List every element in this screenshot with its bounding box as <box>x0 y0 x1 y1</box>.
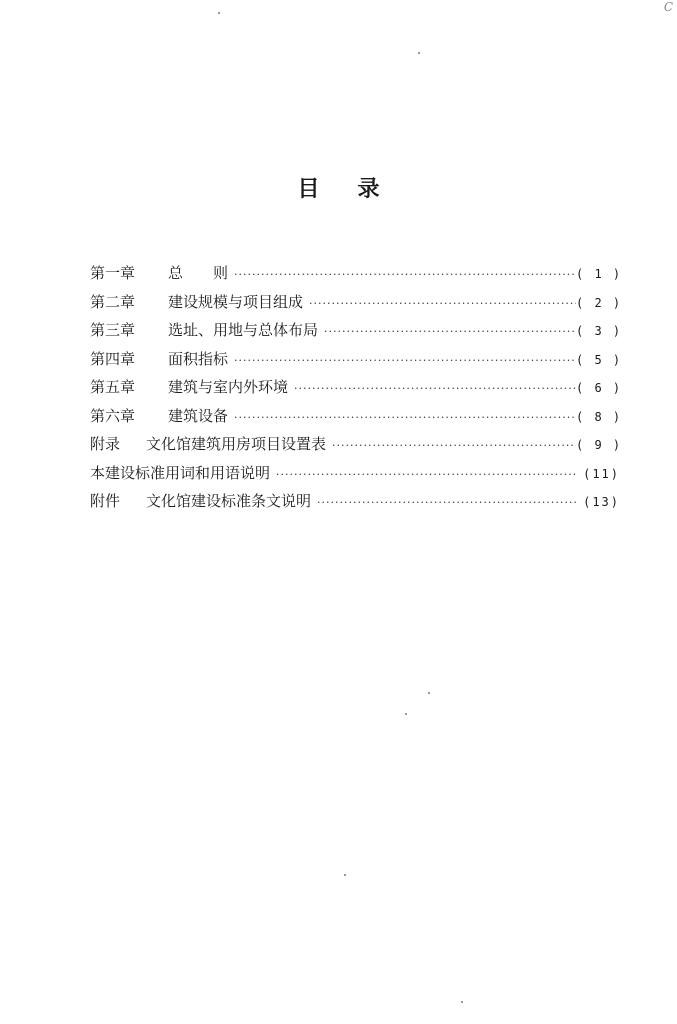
toc-entry-chapter-6[interactable] <box>90 405 623 434</box>
toc-page-number: ( 3 ) <box>576 324 623 338</box>
toc-page-number: (11) <box>583 466 620 481</box>
toc-page-number: (13) <box>583 495 620 509</box>
page-title: 目录 <box>297 176 418 202</box>
toc-page-number: ( 8 ) <box>576 409 623 424</box>
toc-dot-leader <box>317 496 576 509</box>
toc-dot-leader <box>276 468 576 481</box>
scan-speck <box>418 52 420 54</box>
toc-chapter-label: 第五章 <box>90 378 136 396</box>
scan-speck <box>344 874 346 876</box>
toc-chapter-label: 第一章 <box>90 264 136 282</box>
toc-page-number: ( 6 ) <box>576 381 623 395</box>
toc-entry-title: 建筑与室内外环境 <box>168 378 289 396</box>
toc-chapter-label: 第四章 <box>90 349 136 368</box>
toc-entry-appendix[interactable] <box>90 433 623 462</box>
toc-dot-leader <box>234 354 576 367</box>
toc-entry-title: 建设规模与项目组成 <box>168 292 304 311</box>
table-of-contents <box>90 262 623 519</box>
toc-page-number: ( 5 ) <box>576 352 623 367</box>
toc-chapter-label: 第二章 <box>90 292 136 311</box>
corner-mark: C <box>663 0 673 14</box>
toc-dot-leader <box>309 297 576 310</box>
toc-entry-title: 建筑设备 <box>168 406 229 425</box>
toc-entry-title: 本建设标准用词和用语说明 <box>90 463 271 482</box>
toc-dot-leader <box>294 382 576 395</box>
toc-entry-chapter-3[interactable] <box>90 319 623 348</box>
toc-chapter-label: 附录 <box>90 435 121 453</box>
toc-entry-chapter-1[interactable] <box>90 262 623 291</box>
scan-speck <box>461 1001 463 1003</box>
toc-chapter-label: 附件 <box>90 492 121 510</box>
toc-entry-chapter-5[interactable] <box>90 376 623 405</box>
toc-entry-title: 文化馆建设标准条文说明 <box>146 492 312 510</box>
toc-page-number: ( 2 ) <box>576 295 623 310</box>
toc-page-number: ( 9 ) <box>576 438 623 452</box>
scan-speck <box>428 692 430 694</box>
toc-page-number: ( 1 ) <box>576 267 623 281</box>
toc-dot-leader <box>234 411 576 424</box>
toc-entry-title: 总 则 <box>168 264 229 282</box>
toc-entry-attachment[interactable] <box>90 490 620 519</box>
toc-dot-leader <box>332 439 576 452</box>
toc-chapter-label: 第六章 <box>90 406 136 425</box>
scan-speck <box>405 713 407 715</box>
scan-speck <box>218 12 220 14</box>
toc-entry-title: 选址、用地与总体布局 <box>168 321 319 339</box>
toc-entry-terminology[interactable] <box>90 462 620 491</box>
toc-entry-chapter-4[interactable] <box>90 348 623 377</box>
toc-entry-chapter-2[interactable] <box>90 291 623 320</box>
toc-chapter-label: 第三章 <box>90 321 136 339</box>
toc-entry-title: 面积指标 <box>168 349 229 368</box>
toc-dot-leader <box>234 268 576 281</box>
toc-entry-title: 文化馆建筑用房项目设置表 <box>146 435 327 453</box>
toc-dot-leader <box>324 325 576 338</box>
